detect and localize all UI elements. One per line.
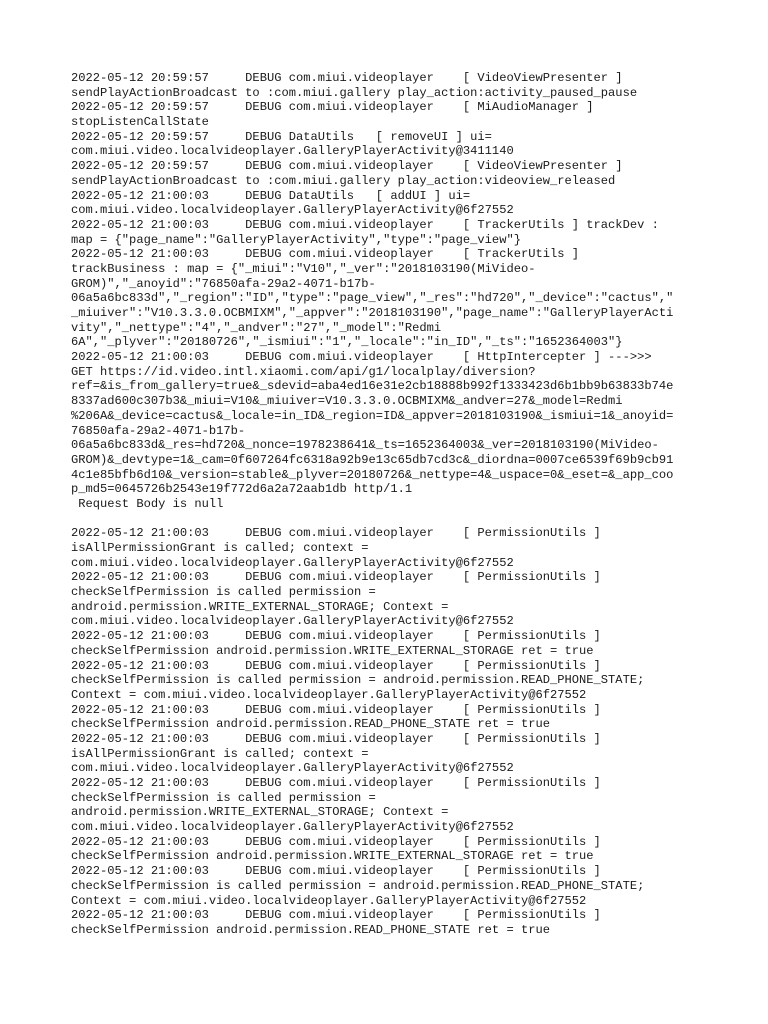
log-line: Context = com.miui.video.localvideoplayer.GalleryPlayerActivity@6f27552 [71,687,587,702]
log-line: trackBusiness : map = {"_miui":"V10","_ver":"2018103190(MiVideo- [71,261,536,276]
log-line: Request Body is null [71,496,224,511]
log-line: isAllPermissionGrant is called; context = [71,541,369,555]
log-line: sendPlayActionBroadcast to :com.miui.gallery play_action:activity_paused_pause [71,85,638,100]
log-line: 2022-05-12 20:59:57 DEBUG com.miui.videoplayer [ MiAudioManager ] [71,100,594,115]
log-line: 2022-05-12 21:00:03 DEBUG com.miui.videoplayer [ PermissionUtils ] [71,658,601,673]
log-line: 2022-05-12 21:00:03 DEBUG com.miui.videoplayer [ PermissionUtils ] [71,776,601,790]
log-line: 2022-05-12 21:00:03 DEBUG com.miui.videoplayer [ TrackerUtils ] [71,247,580,262]
log-line: checkSelfPermission android.permission.READ_PHONE_STATE ret = true [71,717,550,732]
log-line: %206A&_device=cactus&_locale=in_ID&_region=ID&_appver=2018103190&_ismiui=1&_anoyid= [71,408,674,423]
log-line: com.miui.video.localvideoplayer.GalleryPlayerActivity@6f27552 [71,614,514,629]
log-line: _miuiver":"V10.3.3.0.OCBMIXM","_appver":"2018103190","page_name":"GalleryPlayerActi [71,306,674,320]
log-line: 06a5a6bc833d","_region":"ID","type":"page_view","_res":"hd720","_device":"cactus"," [71,291,674,306]
log-line: com.miui.video.localvideoplayer.GalleryPlayerActivity@6f27552 [71,820,514,835]
log-line: 06a5a6bc833d&_res=hd720&_nonce=1978238641&_ts=1652364003&_ver=2018103190(MiVideo- [71,438,659,453]
log-line: map = {"page_name":"GalleryPlayerActivity","type":"page_view"} [71,232,521,247]
log-line: 2022-05-12 21:00:03 DEBUG com.miui.videoplayer [ HttpIntercepter ] --->>> [71,350,652,365]
log-line: checkSelfPermission is called permission = android.permission.READ_PHONE_STATE; [71,878,645,893]
log-line: ref=&is_from_gallery=true&_sdevid=aba4ed16e31e2cb18888b992f1333423d6b1bb9b63833b74e [71,379,674,394]
log-line: com.miui.video.localvideoplayer.GalleryPlayerActivity@6f27552 [71,203,514,218]
log-page [71,71,701,938]
log-line: 76850afa-29a2-4071-b17b- [71,423,246,438]
log-line: 2022-05-12 21:00:03 DEBUG com.miui.videoplayer [ PermissionUtils ] [71,526,601,541]
log-line: p_md5=0645726b2543e19f772d6a2a72aab1db http/1.1 [71,482,413,497]
log-line: 2022-05-12 20:59:57 DEBUG com.miui.videoplayer [ VideoViewPresenter ] [71,71,623,85]
log-line: sendPlayActionBroadcast to :com.miui.gallery play_action:videoview_released [71,173,616,188]
log-line: 2022-05-12 20:59:57 DEBUG com.miui.videoplayer [ VideoViewPresenter ] [71,159,623,174]
log-line: 2022-05-12 21:00:03 DEBUG DataUtils [ addUI ] ui= [71,188,471,203]
log-line: 2022-05-12 21:00:03 DEBUG com.miui.videoplayer [ PermissionUtils ] [71,702,601,717]
log-line: checkSelfPermission android.permission.WRITE_EXTERNAL_STORAGE ret = true [71,849,594,864]
log-line: 8337ad600c307b3&_miui=V10&_miuiver=V10.3.3.0.OCBMIXM&_andver=27&_model=Redmi [71,394,623,409]
log-line: checkSelfPermission android.permission.READ_PHONE_STATE ret = true [71,922,550,937]
log-line: GROM)&_devtype=1&_cam=0f607264fc6318a92b9e13c65db7cd3c&_diordna=0007ce6539f69b9cb91 [71,452,674,467]
log-line: android.permission.WRITE_EXTERNAL_STORAGE; Context = [71,805,449,820]
log-line: com.miui.video.localvideoplayer.GalleryPlayerActivity@3411140 [71,144,514,159]
log-line: checkSelfPermission android.permission.WRITE_EXTERNAL_STORAGE ret = true [71,643,594,658]
log-line: 6A","_plyver":"20180726","_ismiui":"1","_locale":"in_ID","_ts":"1652364003"} [71,335,623,350]
log-line: 4c1e85bfb6d10&_version=stable&_plyver=20180726&_nettype=4&_uspace=0&_eset=&_app_coo [71,467,674,482]
log-line: GROM)","_anoyid":"76850afa-29a2-4071-b17b- [71,276,376,291]
log-line: 2022-05-12 21:00:03 DEBUG com.miui.videoplayer [ PermissionUtils ] [71,834,601,849]
log-line: 2022-05-12 21:00:03 DEBUG com.miui.videoplayer [ PermissionUtils ] [71,731,601,746]
log-line: 2022-05-12 21:00:03 DEBUG com.miui.videoplayer [ PermissionUtils ] [71,629,601,644]
log-line: checkSelfPermission is called permission = android.permission.READ_PHONE_STATE; [71,673,645,688]
log-line: isAllPermissionGrant is called; context = [71,746,369,761]
log-line: GET https://id.video.intl.xiaomi.com/api/g1/localplay/diversion? [71,364,536,379]
log-line: com.miui.video.localvideoplayer.GalleryPlayerActivity@6f27552 [71,761,514,776]
log-line: 2022-05-12 21:00:03 DEBUG com.miui.videoplayer [ PermissionUtils ] [71,908,601,923]
log-line: Context = com.miui.video.localvideoplayer.GalleryPlayerActivity@6f27552 [71,893,587,908]
log-line [71,512,701,527]
log-line: android.permission.WRITE_EXTERNAL_STORAGE; Context = [71,599,449,614]
log-line: vity","_nettype":"4","_andver":"27","_model":"Redmi [71,320,442,335]
log-line: stopListenCallState [71,115,209,130]
log-line: 2022-05-12 21:00:03 DEBUG com.miui.videoplayer [ PermissionUtils ] [71,864,601,879]
log-line: com.miui.video.localvideoplayer.GalleryPlayerActivity@6f27552 [71,555,514,570]
log-line: 2022-05-12 21:00:03 DEBUG com.miui.videoplayer [ PermissionUtils ] [71,570,601,585]
log-line: 2022-05-12 20:59:57 DEBUG DataUtils [ removeUI ] ui= [71,129,492,144]
log-line: checkSelfPermission is called permission = [71,585,376,600]
log-line: checkSelfPermission is called permission = [71,790,376,805]
log-line: 2022-05-12 21:00:03 DEBUG com.miui.videoplayer [ TrackerUtils ] trackDev : [71,217,659,232]
